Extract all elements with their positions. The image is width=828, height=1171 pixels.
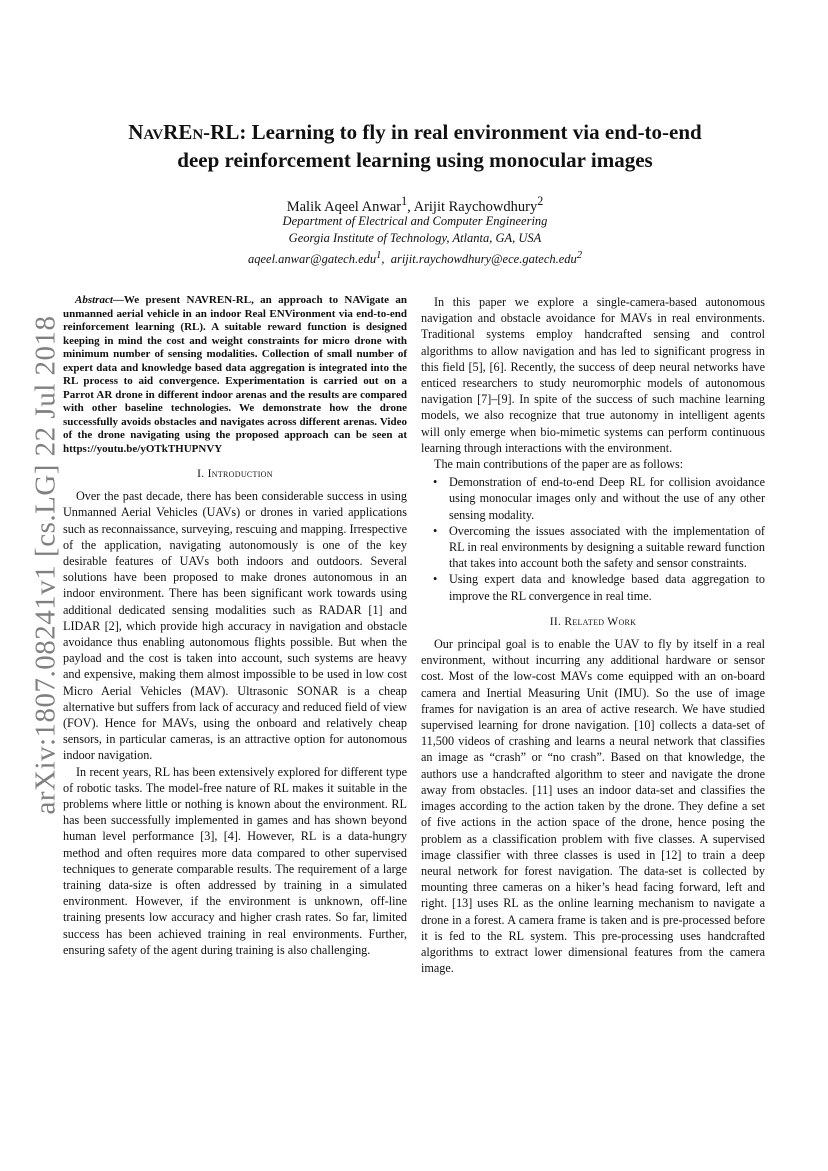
list-item-text: Using expert data and knowledge based data aggregation to improve the RL convergence in real time. xyxy=(449,572,765,603)
abstract xyxy=(63,294,407,456)
bullet-icon: • xyxy=(433,572,438,587)
body-paragraph: Our principal goal is to enable the UAV to fly by itself in a real environment, without incurring any additional hardware or sensor cost. Most of the low-cost MAVs come equipped with an on-board camera and Inertial Measuring Unit (IMU). So the use of image frames for navigation is an area of active research. We have studied supervised learning for drone navigation. [10] collects a data-set of 11,500 videos of crashing and learns a neural network that classifies an image as “crash” or “no crash”. Based on that knowledge, the authors use a handcrafted algorithm to steer and navigate the drone away from obstacles. [11] uses an indoor data-set and classifies the images according to the action taken by the drone. They define a set of five actions in the action space of the drone, hence posing the problem as a classification problem with five classes. A supervised image classifier with three classes is used in [12] to train a deep neural network for forest navigation. The data-set is collected by mounting three cameras on a hiker’s head facing forward, left and right. [13] uses RL as the online learning mechanism to navigate a drone in a forest. A camera frame is taken and is pre-processed before it is fed to the RL system. This pre-processing uses handcrafted algorithms to extract lower dimensional features from the camera image. xyxy=(421,637,765,976)
body-paragraph: In recent years, RL has been extensively explored for different type of robotic tasks. The model-free nature of RL makes it suitable in the problems where little or nothing is known about the environment. RL has been successfully implemented in games and has shown beyond human level performance [3], [4]. However, RL is a data-hungry method and often requires more data compared to other supervised techniques to generate comparable results. The requirement of a large training data-size is often addressed by training in a simulated environment. However, if the environment is unknown, off-line training presents low accuracy and higher crash rates. So far, limited success has been achieved training in real environments. Further, ensuring safety of the agent during training is also challenging. xyxy=(63,764,407,957)
contribution-list xyxy=(421,474,765,604)
list-item xyxy=(433,571,765,603)
author-name: Malik Aqeel Anwar xyxy=(286,198,402,215)
author-separator: , xyxy=(407,198,414,215)
bullet-icon: • xyxy=(433,475,438,490)
bullet-icon: • xyxy=(433,523,438,538)
email-line: aqeel.anwar@gatech.edu$^1$, arijit.raychowdhury@ece.gatech.edu$^2$ xyxy=(247,250,583,267)
list-item xyxy=(433,474,765,523)
paper-title xyxy=(60,118,770,174)
list-item xyxy=(433,523,765,572)
body-paragraph: Over the past decade, there has been considerable success in using Unmanned Aerial Vehicles (UAVs) or drones in varied applications such as reconnaissance, surveying, rescuing and mapping. Irrespective of the application, navigating autonomously is one of the key desirable features of UAVs both indoors and outdoors. Several solutions have been proposed to make drones autonomous in an indoor environment. There has been significant work towards using additional dedicated sensing modalities such as RADAR [1] and LIDAR [2], which provide high accuracy in navigation and obstacle avoidance thus enabling autonomous flights possible. But when the payload and the cost is taken into account, such systems are heavy and expensive, making them almost impossible to be used in low cost Micro Aerial Vehicles (MAV). Ultrasonic SONAR is a cheap alternative but suffers from lack of accuracy and reduced field of view (FOV). Hence for MAVs, using the onboard and relatively cheap sensors, in particular cameras, is an attractive option for autonomous indoor navigation. xyxy=(63,489,407,763)
body-paragraph: The main contributions of the paper are as follows: xyxy=(434,457,684,472)
section-heading: II. Related Work xyxy=(549,615,637,628)
author-email: aqeel.anwar@gatech.edu xyxy=(247,252,377,267)
affiliation-block xyxy=(60,213,770,268)
abstract-label: Abstract xyxy=(75,294,113,306)
department: Department of Electrical and Computer Engineering xyxy=(282,214,548,228)
arxiv-identifier: arXiv:1807.08241v1 [cs.LG] 22 Jul 2018 xyxy=(29,315,62,815)
list-item-text: Overcoming the issues associated with the implementation of RL in real environments by designing a suitable reward function that takes into account both the safety and sensor constraints. xyxy=(449,523,765,571)
email-affil-mark: 2 xyxy=(576,250,583,261)
list-item-text: Demonstration of end-to-end Deep RL for collision avoidance using monocular images only and without the use of any other sensing modality. xyxy=(449,475,765,522)
abstract-text: —We present NAVREN-RL, an approach to NAVigate an unmanned aerial vehicle in an indoor Real ENVironment via end-to-end reinforcement learning (RL). A suitable reward function is designed keeping in mind the cost and weight constraints for micro drone with minimum number of sensing modalities. Collection of small number of expert data and knowledge based data aggregation is integrated into the RL process to aid convergence. Experimentation is carried out on a Parrot AR drone in different indoor arenas and the results are compared with other baseline technologies. We demonstrate how the drone successfully avoids obstacles and navigates across different arenas. Video of the drone navigating using the proposed approach can be seen at https://youtu.be/yOTkTHUPNVY xyxy=(63,294,407,455)
title-line-2: deep reinforcement learning using monocular images xyxy=(177,148,653,172)
author-email: arijit.raychowdhury@ece.gatech.edu xyxy=(390,252,577,267)
author-name: Arijit Raychowdhury xyxy=(413,198,538,215)
title-line-1: : Learning to fly in real environment via end-to-end xyxy=(239,120,702,144)
title-acronym: NavREn-RL xyxy=(128,120,240,144)
email-affil-mark: 1 xyxy=(376,250,382,261)
left-column xyxy=(63,294,407,958)
section-heading: I. Introduction xyxy=(197,468,273,480)
author-affil-mark: 2 xyxy=(537,194,544,208)
author-affil-mark: 1 xyxy=(401,194,408,208)
right-column xyxy=(421,294,765,976)
body-paragraph: In this paper we explore a single-camera-based autonomous navigation and obstacle avoidance for MAVs in real environments. Traditional systems employ handcrafted sensing and control algorithms to allow navigation and has led to significant progress in this field [5], [6]. Recently, the success of deep neural networks have enticed researchers to study neuromorphic models of autonomous navigation [7]–[9]. In spite of the success of such machine learning models, we also recognize that true autonomy in intelligent agents will only emerge when bio-mimetic systems can perform continuous learning through interactions with the environment. xyxy=(421,295,765,455)
institute: Georgia Institute of Technology, Atlanta, GA, USA xyxy=(288,231,542,245)
